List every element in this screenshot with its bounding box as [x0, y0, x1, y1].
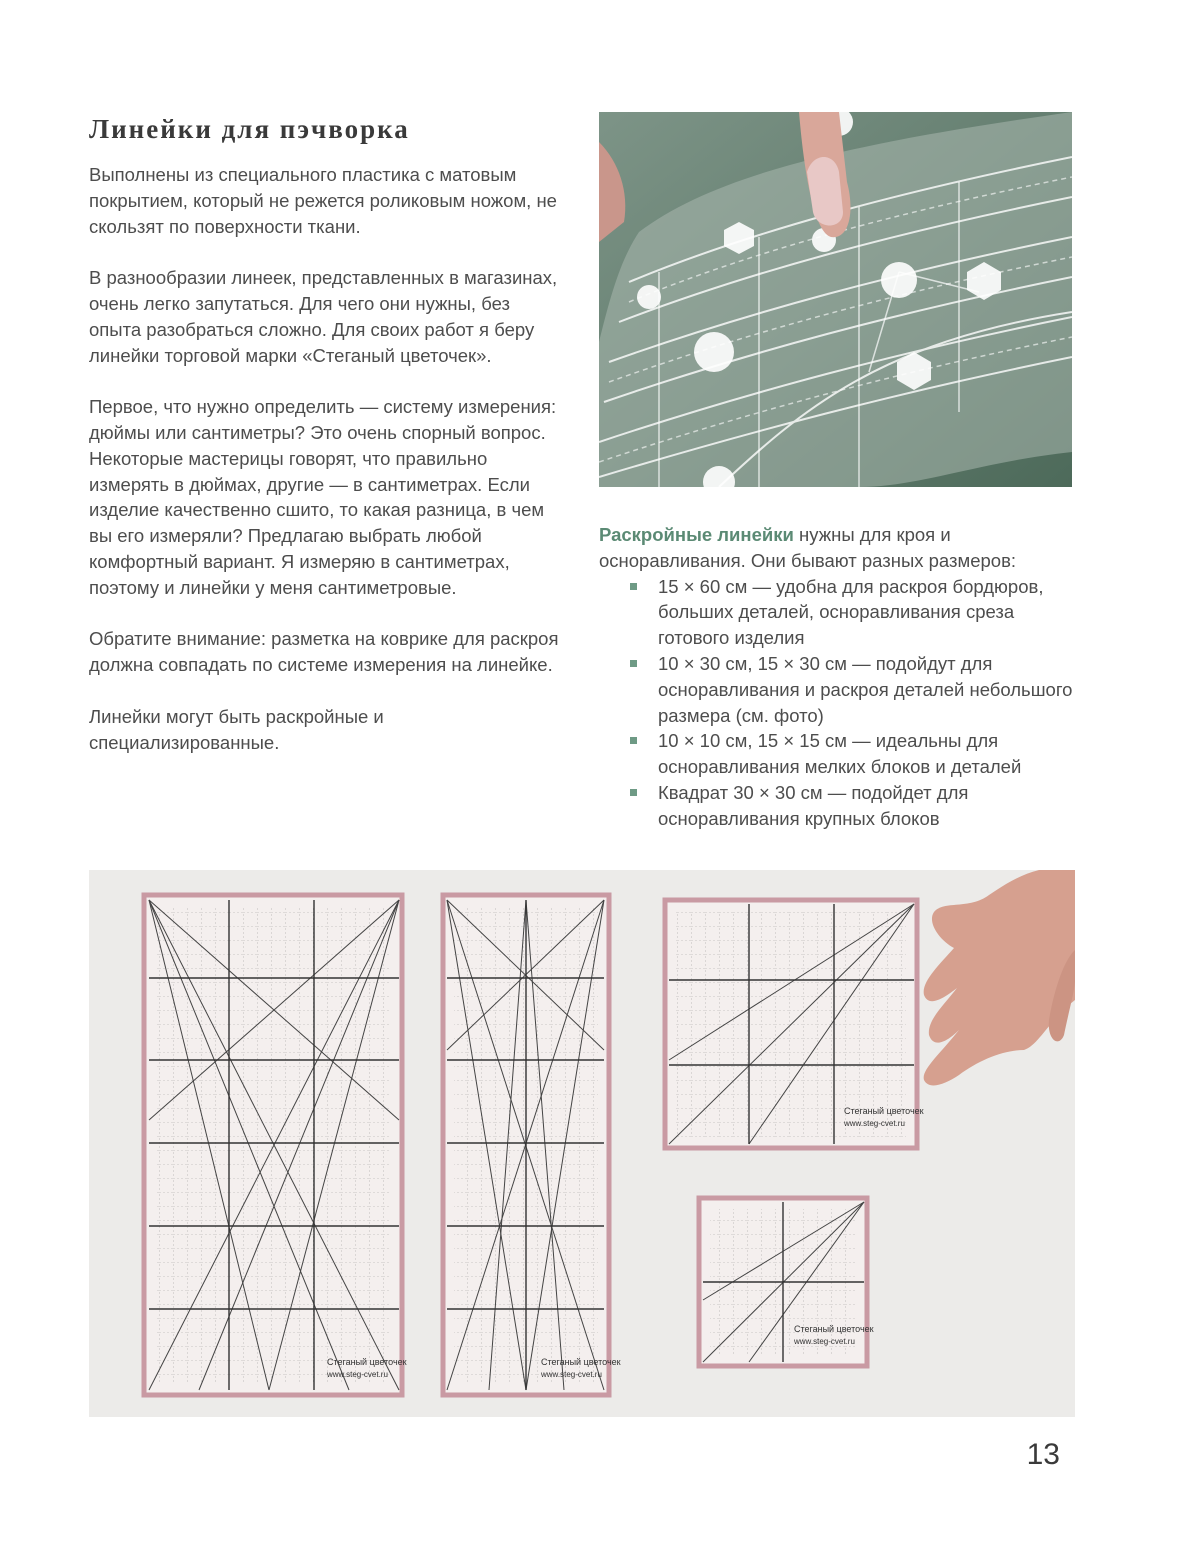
- list-item: [599, 651, 1079, 728]
- ruler-site-label: www.steg-cvet.ru: [327, 1370, 388, 1379]
- cutting-rulers-term: Раскройные линейки: [599, 524, 794, 545]
- list-item-text: 10 × 30 см, 15 × 30 см — подойдут для осноравливания и раскроя деталей небольшого размера (см. фото): [658, 652, 1073, 726]
- ruler-site-label: www.steg-cvet.ru: [794, 1337, 855, 1346]
- ruler-brand-label: Стеганый цветочек: [541, 1357, 621, 1367]
- square-bullet-icon: [630, 737, 637, 744]
- list-item-text: 15 × 60 см — удобна для раскроя бордюров, больших деталей, осноравливания среза готового изделия: [658, 575, 1044, 649]
- list-item: [599, 574, 1079, 651]
- paragraph: Обратите внимание: разметка на коврике для раскроя должна совпадать по системе измерения на линейке.: [89, 628, 559, 676]
- rulers-photo: [89, 870, 1075, 1417]
- paragraph: Линейки могут быть раскройные и специализированные.: [89, 705, 384, 753]
- page-title: Линейки для пэчворка: [89, 114, 410, 144]
- ruler-closeup-photo: [599, 112, 1072, 487]
- ruler-15x15: [665, 900, 924, 1148]
- ruler-brand-label: Стеганый цветочек: [844, 1106, 924, 1116]
- paragraph: В разнообразии линеек, представленных в магазинах, очень легко запутаться. Для чего они нужны, без опыта разобраться сложно. Для своих работ я беру линейки торговой марки «Стеганый цветочек».: [89, 267, 558, 366]
- square-bullet-icon: [630, 583, 637, 590]
- list-item-text: Квадрат 30 × 30 см — подойдет для осноравливания крупных блоков: [658, 781, 969, 829]
- cutting-rulers-intro: [599, 522, 1079, 574]
- ruler-sizes-list: [599, 574, 1079, 832]
- list-item-text: 10 × 10 см, 15 × 15 см — идеальны для осноравливания мелких блоков и деталей: [658, 730, 1022, 778]
- ruler-site-label: www.steg-cvet.ru: [541, 1370, 602, 1379]
- ruler-15x30: [144, 895, 407, 1395]
- rulers-illustration: [89, 870, 1075, 1417]
- square-bullet-icon: [630, 789, 637, 796]
- paragraph: Первое, что нужно определить — систему измерения: дюймы или сантиметры? Это очень спорный вопрос. Некоторые мастерицы говорят, что правильно измерять в дюймах, другие — в сантиметрах. Если изделие качественно сшито, то какая разница, в чем вы его измеряли? Предлагаю выбрать любой комфортный вариант. Я измеряю в сантиметрах, поэтому и линейки у меня сантиметровые.: [89, 396, 557, 598]
- square-bullet-icon: [630, 660, 637, 667]
- ruler-site-label: www.steg-cvet.ru: [844, 1119, 905, 1128]
- list-item: [599, 728, 1079, 780]
- ruler-10x10: [699, 1198, 874, 1366]
- ruler-10x30: [443, 895, 621, 1395]
- ruler-brand-label: Стеганый цветочек: [327, 1357, 407, 1367]
- cutting-rulers-description: нужны для кроя и осноравливания. Они бывают разных размеров:: [599, 524, 1017, 571]
- ruler-closeup-illustration: [599, 112, 1072, 487]
- ruler-brand-label: Стеганый цветочек: [794, 1324, 874, 1334]
- page-number: 13: [1026, 1438, 1060, 1471]
- right-text-column: [599, 522, 1079, 832]
- list-item: [599, 780, 1079, 832]
- paragraph: Выполнены из специального пластика с матовым покрытием, который не режется роликовым ножом, не скользят по поверхности ткани.: [89, 164, 557, 237]
- left-text-column: [89, 162, 564, 781]
